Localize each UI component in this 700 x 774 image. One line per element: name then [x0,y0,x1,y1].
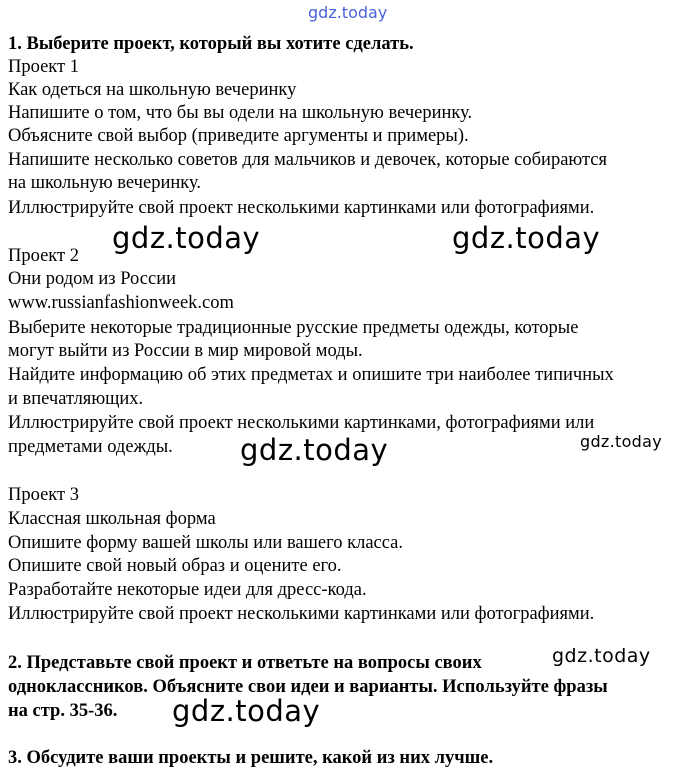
project3-line: Разработайте некоторые идеи для дресс-кода. [8,580,367,600]
project3-title: Проект 3 [8,485,80,505]
task3-heading: 3. Обсудите ваши проекты и решите, какой из них лучше. [8,748,494,768]
watermark: gdz.today [240,433,389,467]
project2-line: Иллюстрируйте свой проект несколькими картинками, фотографиями или [8,413,595,433]
project2-line: Выберите некоторые традиционные русские предметы одежды, которые [8,318,579,338]
watermark-top: gdz.today [308,3,388,22]
project1-line: на школьную вечеринку. [8,173,201,193]
project1-line: Объясните свой выбор (приведите аргументы и примеры). [8,126,469,146]
project3-line: Иллюстрируйте свой проект несколькими картинками или фотографиями. [8,604,595,624]
watermark: gdz.today [580,432,662,451]
project3-line: Классная школьная форма [8,509,216,529]
project2-line: Они родом из России [8,269,176,289]
project3-line: Опишите форму вашей школы или вашего класса. [8,533,404,553]
project3-line: Опишите свой новый образ и оцените его. [8,556,342,576]
watermark: gdz.today [552,645,651,667]
task2-line: 2. Представьте свой проект и ответьте на вопросы своих [8,653,482,673]
task1-heading: 1. Выберите проект, который вы хотите сделать. [8,34,414,54]
project1-line: Как одеться на школьную вечеринку [8,80,297,100]
project1-line: Иллюстрируйте свой проект несколькими картинками или фотографиями. [8,198,595,218]
watermark: gdz.today [112,221,261,255]
task2-line: на стр. 35-36. [8,701,118,721]
task2-line: одноклассников. Объясните свои идеи и варианты. Используйте фразы [8,677,608,697]
project1-title: Проект 1 [8,57,80,77]
project2-title: Проект 2 [8,246,80,266]
watermark: gdz.today [452,221,601,255]
project1-line: Напишите о том, что бы вы одели на школьную вечеринку. [8,103,473,123]
project2-line: Найдите информацию об этих предметах и опишите три наиболее типичных [8,365,614,385]
project2-line: и впечатляющих. [8,389,144,409]
project2-line: предметами одежды. [8,437,173,457]
project2-line: могут выйти из России в мир мировой моды. [8,341,363,361]
project2-line: www.russianfashionweek.com [8,293,234,313]
project1-line: Напишите несколько советов для мальчиков и девочек, которые собираются [8,150,608,170]
watermark: gdz.today [172,694,321,728]
